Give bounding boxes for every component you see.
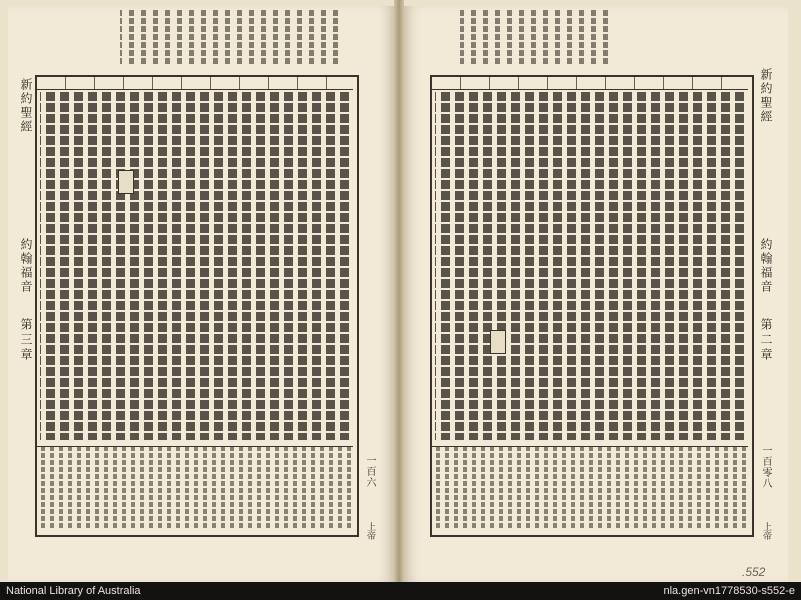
left-marginal-notes xyxy=(120,10,340,65)
left-margin-mark: 上帝 xyxy=(365,522,375,540)
right-margin-mark: 上帝 xyxy=(761,522,771,540)
left-running-title: 新約聖經 xyxy=(19,78,33,134)
library-stamp xyxy=(20,565,46,575)
right-section-marker xyxy=(490,330,506,354)
right-gospel-title: 約翰福音 xyxy=(759,238,773,294)
left-body-text xyxy=(40,92,350,440)
right-footnotes xyxy=(432,446,748,529)
right-running-title: 新約聖經 xyxy=(759,68,773,124)
left-section-marker xyxy=(118,170,134,194)
left-page-number: 一百六 xyxy=(364,455,375,488)
book-gutter xyxy=(394,0,404,582)
left-gospel-title: 約翰福音 xyxy=(19,238,33,294)
left-chapter-label: 第三章 xyxy=(19,318,33,363)
left-verse-header xyxy=(37,77,353,90)
right-page-number: 一百零八 xyxy=(760,445,771,489)
right-body-text xyxy=(435,92,745,440)
library-credit: National Library of Australia xyxy=(6,585,141,597)
attribution-bar xyxy=(0,582,801,600)
right-marginal-notes xyxy=(460,10,610,65)
right-chapter-label: 第二章 xyxy=(759,318,773,363)
right-verse-header xyxy=(432,77,748,90)
left-footnotes xyxy=(37,446,353,529)
pencil-note: .552 xyxy=(742,565,766,579)
persistent-identifier: nla.gen-vn1778530-s552-e xyxy=(663,585,795,597)
